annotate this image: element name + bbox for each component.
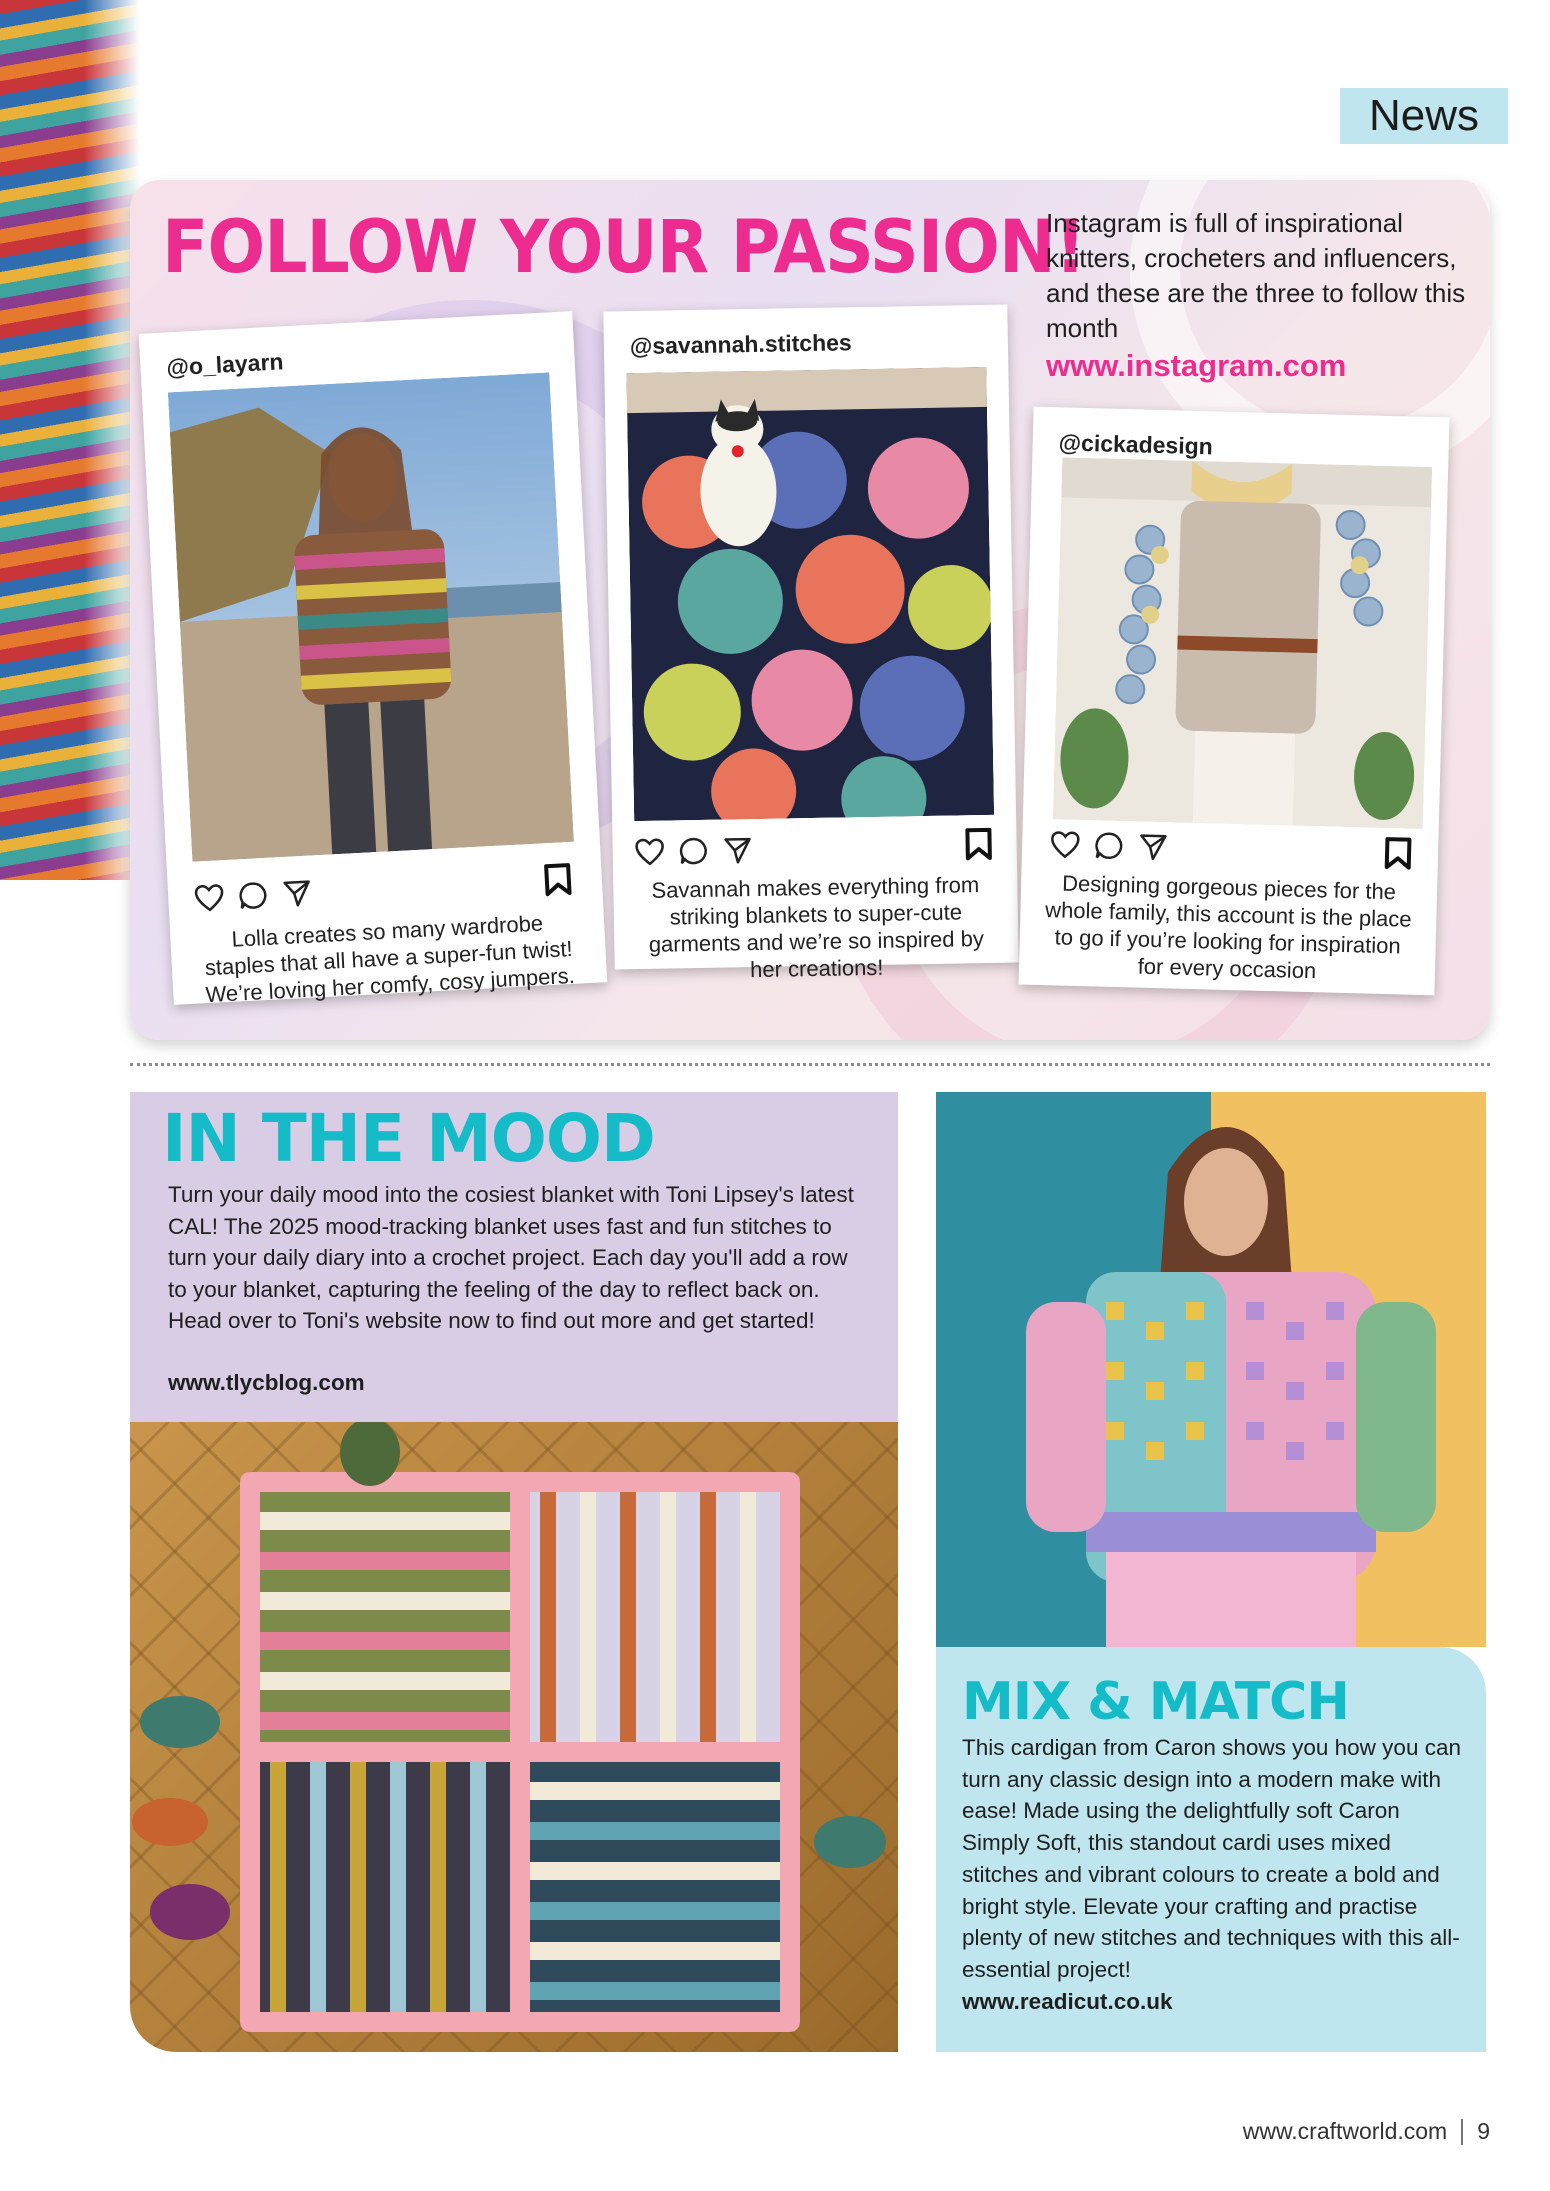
post-caption: Savannah makes everything from striking blankets to super-cute garments and we’re so inspired by her creations!: [648, 872, 985, 983]
instagram-link[interactable]: www.instagram.com: [1046, 348, 1347, 383]
crochet-edge-photo: [0, 0, 140, 880]
share-icon[interactable]: [1138, 832, 1169, 863]
mood-body: Turn your daily mood into the cosiest blanket with Toni Lipsey's latest CAL! The 2025 mood-tracking blanket uses fast and fun stitches to turn your daily diary into a crochet project. Each day you'll add a row to your blanket, capturing the feeling of the day to reflect back on. Head over to Toni's website now to find out more and get started!: [168, 1182, 854, 1333]
post-caption: Designing gorgeous pieces for the whole family, this account is the place to go if you’re looking for inspiration for every occasion: [1044, 870, 1412, 984]
post-actions: [194, 878, 313, 914]
passion-title: FOLLOW YOUR PASSION!: [162, 205, 1085, 290]
post-photo-bobble-cardigan: [1053, 457, 1432, 829]
passion-intro: Instagram is full of inspirational knitters, crocheters and influencers, and these are the three to follow this month: [1046, 208, 1466, 343]
comment-icon[interactable]: [238, 880, 270, 912]
post-actions: [634, 835, 753, 867]
page-footer: [1243, 2118, 1490, 2145]
post-handle: @savannah.stitches: [629, 329, 852, 360]
mix-title: MIX & MATCH: [962, 1672, 1349, 1732]
section-tab: News: [1340, 88, 1508, 144]
post-caption: Lolla creates so many wardrobe staples that all have a super-fun twist! We’re loving her comfy, cosy jumpers.: [204, 910, 576, 1008]
heart-icon[interactable]: [1050, 830, 1081, 859]
instagram-post-cickadesign: [1019, 407, 1450, 996]
mood-title: IN THE MOOD: [162, 1100, 655, 1177]
post-photo-striped-jumper: [168, 372, 574, 861]
comment-icon[interactable]: [1094, 830, 1125, 861]
bookmark-icon[interactable]: [964, 827, 993, 861]
section-divider: [130, 1063, 1490, 1066]
post-handle: @o_layarn: [165, 348, 285, 381]
instagram-post-savannah-stitches: [603, 305, 1018, 983]
mood-blanket-photo: [130, 1422, 898, 2052]
instagram-post-olayarn: [139, 311, 608, 1008]
share-icon[interactable]: [722, 835, 753, 866]
bookmark-icon[interactable]: [543, 862, 573, 897]
mix-cardigan-photo: [936, 1092, 1486, 1647]
post-actions: [1050, 829, 1169, 862]
footer-separator: [1461, 2119, 1463, 2145]
tlycblog-link[interactable]: www.tlycblog.com: [168, 1370, 365, 1395]
share-icon[interactable]: [281, 878, 313, 910]
post-photo-cat-blanket: [626, 367, 994, 821]
heart-icon[interactable]: [634, 838, 664, 867]
readicut-link[interactable]: www.readicut.co.uk: [962, 1989, 1173, 2014]
mix-body: This cardigan from Caron shows you how you can turn any classic design into a modern make with ease! Made using the delightfully soft Caron Simply Soft, this standout cardi uses mixed stitches and vibrant colours to create a bold and bright style. Elevate your crafting and practise plenty of new stitches and techniques with this all-essential project!: [962, 1735, 1461, 1982]
comment-icon[interactable]: [678, 836, 709, 867]
heart-icon[interactable]: [194, 883, 225, 913]
bookmark-icon[interactable]: [1384, 836, 1413, 871]
footer-site[interactable]: www.craftworld.com: [1242, 2118, 1448, 2144]
page-number: 9: [1477, 2118, 1490, 2144]
post-handle: @cickadesign: [1058, 429, 1214, 460]
